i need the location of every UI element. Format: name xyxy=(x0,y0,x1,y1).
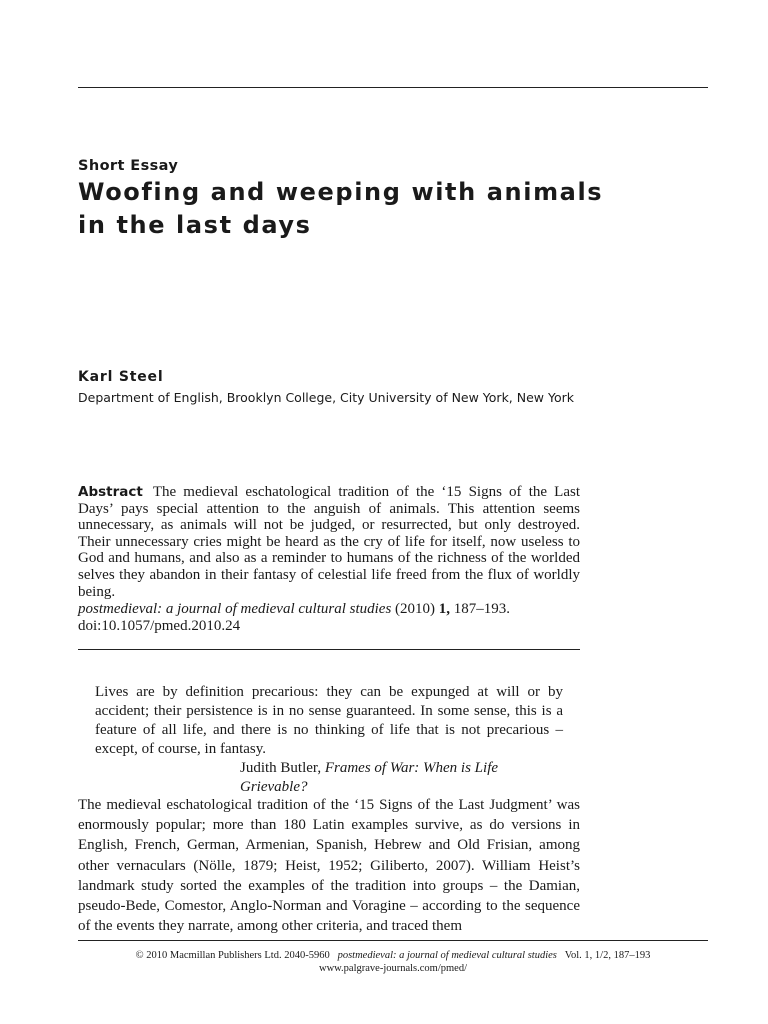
epigraph-work: Frames of War: When is Life Grievable? xyxy=(240,760,499,795)
abstract-label: Abstract xyxy=(78,484,143,500)
top-rule xyxy=(78,87,708,88)
footer-rule xyxy=(78,940,708,941)
citation xyxy=(78,601,580,634)
footer-url: www.palgrave-journals.com/pmed/ xyxy=(318,963,468,974)
citation-year: (2010) xyxy=(395,601,436,617)
title-line-1: Woofing and weeping with animals xyxy=(78,178,604,206)
epigraph-author: Judith Butler, xyxy=(240,760,322,776)
abstract-text: The medieval eschatological tradition of the ‘15 Signs of the Last Days’ pays special attention to the anguish of animals. This attention seems unnecessary, as animals will not be judged, or resurrected, but only destroyed. Their unnecessary cries might be heard as the cry of life for itself, now useless to God and humans, and also as a reminder to humans of the richness of the worlded selves they abandon in their fantasy of celestial life freed from the flux of worldly being. xyxy=(78,484,580,600)
footer-line-1 xyxy=(78,949,708,962)
author-affiliation: Department of English, Brooklyn College, City University of New York, New York xyxy=(78,390,574,405)
title-line-2: in the last days xyxy=(78,211,312,239)
article-title xyxy=(78,176,603,242)
author-name: Karl Steel xyxy=(78,369,164,385)
citation-doi: doi:10.1057/pmed.2010.24 xyxy=(78,617,241,634)
footer-journal: postmedieval: a journal of medieval cultural studies xyxy=(337,950,557,961)
citation-journal: postmedieval: a journal of medieval cultural studies xyxy=(78,601,392,617)
body-paragraph: The medieval eschatological tradition of the ‘15 Signs of the Last Judgment’ was enormously popular; more than 180 Latin examples survive, as do versions in English, French, German, Armenian, Spanish, Hebrew and Old Frisian, among other vernaculars (Nölle, 1879; Heist, 1952; Giliberto, 2007). William Heist’s landmark study sorted the examples of the tradition into groups – the Damian, pseudo-Bede, Comestor, Anglo-Norman and Voragine – according to the sequence of the events they narrate, among other criteria, and traced them xyxy=(78,797,580,935)
footer-copyright: © 2010 Macmillan Publishers Ltd. 2040-5960 xyxy=(135,950,330,961)
epigraph-text: Lives are by definition precarious: they can be expunged at will or by accident; their persistence is in no sense guaranteed. In some sense, this is a feature of all life, and there is no thinking of life that is not precarious – except, of course, in fantasy. xyxy=(95,684,563,757)
abstract-rule xyxy=(78,649,580,650)
epigraph xyxy=(95,683,563,797)
epigraph-attribution xyxy=(95,759,563,797)
section-label: Short Essay xyxy=(78,158,179,174)
footer-volume: Vol. 1, 1/2, 187–193 xyxy=(564,950,651,961)
page-footer xyxy=(78,949,708,975)
citation-volume: 1, xyxy=(438,601,451,617)
citation-line xyxy=(78,601,580,618)
abstract xyxy=(78,484,580,600)
citation-pages: 187–193. xyxy=(453,601,511,617)
